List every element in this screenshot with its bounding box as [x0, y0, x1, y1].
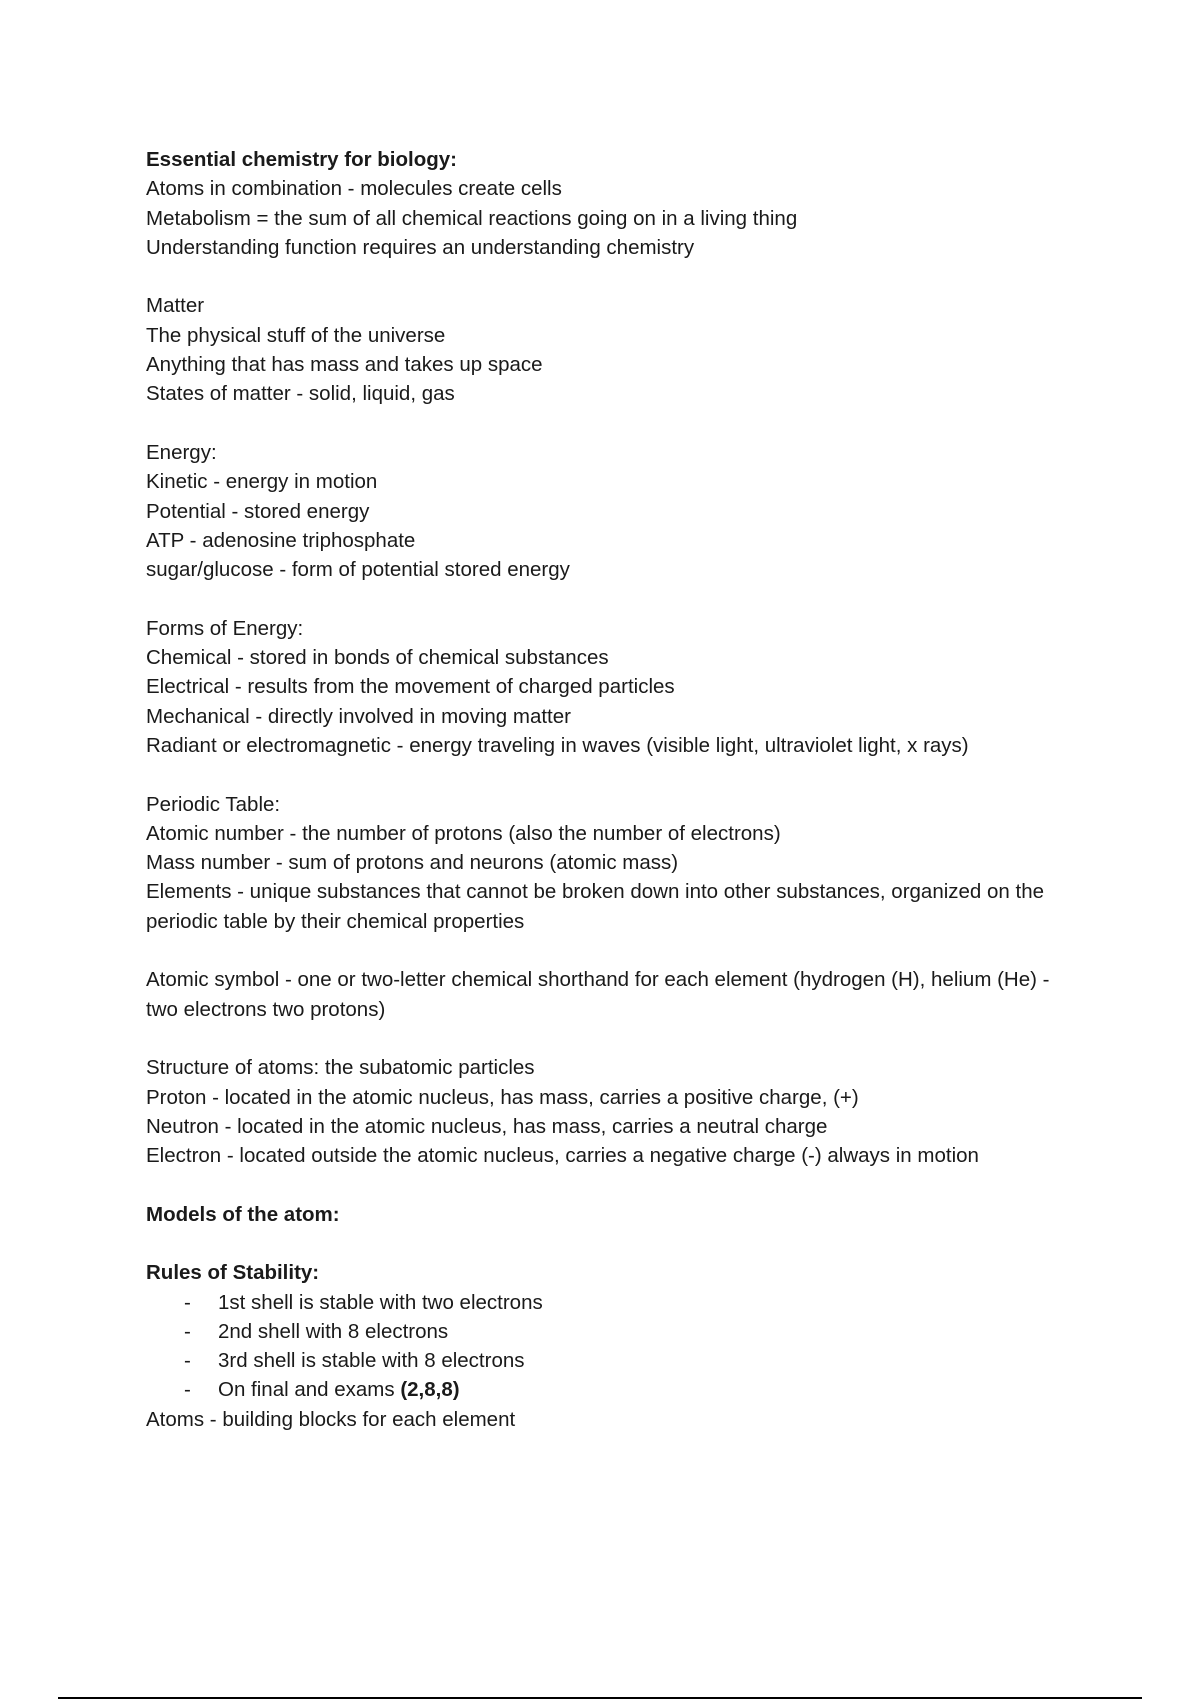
- shell-config: (2,8,8): [400, 1378, 460, 1402]
- closing-line: Atoms - building blocks for each element: [146, 1407, 516, 1431]
- spacer: [146, 1229, 1086, 1258]
- list-item: [146, 1375, 1086, 1404]
- structure-line: Electron - located outside the atomic nucleus, carries a negative charge (-) always in motion: [146, 1144, 979, 1168]
- spacer: [146, 760, 1086, 789]
- structure-line: Neutron - located in the atomic nucleus, has mass, carries a neutral charge: [146, 1114, 828, 1138]
- periodic-line: Mass number - sum of protons and neurons (atomic mass): [146, 851, 679, 875]
- forms-line: Mechanical - directly involved in moving matter: [146, 704, 571, 728]
- energy-line: ATP - adenosine triphosphate: [146, 528, 416, 552]
- forms-line: Electrical - results from the movement of charged particles: [146, 675, 675, 699]
- dash-bullet: -: [184, 1290, 191, 1314]
- periodic-title: Periodic Table:: [146, 792, 281, 816]
- periodic-line: Atomic number - the number of protons (also the number of electrons): [146, 821, 781, 845]
- spacer: [146, 936, 1086, 965]
- spacer: [146, 1170, 1086, 1199]
- elements-paragraph: Elements - unique substances that cannot be broken down into other substances, organized on the periodic table by their chemical properties: [146, 880, 1045, 933]
- stability-list: [146, 1288, 1086, 1405]
- models-heading: Models of the atom:: [146, 1202, 340, 1226]
- forms-line: Chemical - stored in bonds of chemical substances: [146, 646, 609, 670]
- list-item: - 1st shell is stable with two electrons: [146, 1288, 1086, 1317]
- intro-line: Metabolism = the sum of all chemical reactions going on in a living thing: [146, 206, 798, 230]
- intro-line: Atoms in combination - molecules create cells: [146, 177, 562, 201]
- energy-line: Kinetic - energy in motion: [146, 470, 378, 494]
- forms-title: Forms of Energy:: [146, 616, 304, 640]
- dash-bullet: -: [184, 1319, 191, 1343]
- structure-line: Proton - located in the atomic nucleus, has mass, carries a positive charge, (+): [146, 1085, 859, 1109]
- spacer: [146, 584, 1086, 613]
- stability-heading: Rules of Stability:: [146, 1261, 320, 1285]
- list-item: - 3rd shell is stable with 8 electrons: [146, 1346, 1086, 1375]
- list-item: - 2nd shell with 8 electrons: [146, 1317, 1086, 1346]
- main-heading: Essential chemistry for biology:: [146, 148, 457, 171]
- structure-title: Structure of atoms: the subatomic particles: [146, 1056, 535, 1080]
- dash-bullet: -: [184, 1378, 191, 1402]
- matter-title: Matter: [146, 294, 205, 318]
- forms-line: Radiant or electromagnetic - energy traveling in waves (visible light, ultraviolet light, x rays): [146, 733, 969, 757]
- spacer: [146, 1024, 1086, 1053]
- atomic-symbol-paragraph: Atomic symbol - one or two-letter chemical shorthand for each element (hydrogen (H), helium (He) - two electrons two protons): [146, 968, 1050, 1021]
- matter-line: Anything that has mass and takes up space: [146, 353, 543, 377]
- matter-line: The physical stuff of the universe: [146, 323, 446, 347]
- final-exam-text: On final and exams: [218, 1378, 401, 1402]
- energy-title: Energy:: [146, 440, 217, 464]
- energy-line: Potential - stored energy: [146, 499, 370, 523]
- document-page: [146, 145, 1086, 1434]
- energy-line: sugar/glucose - form of potential stored energy: [146, 558, 570, 582]
- matter-line: States of matter - solid, liquid, gas: [146, 382, 455, 406]
- page-bottom-rule: [58, 1697, 1142, 1699]
- spacer: [146, 262, 1086, 291]
- spacer: [146, 409, 1086, 438]
- dash-bullet: -: [184, 1349, 191, 1373]
- intro-line: Understanding function requires an understanding chemistry: [146, 235, 695, 259]
